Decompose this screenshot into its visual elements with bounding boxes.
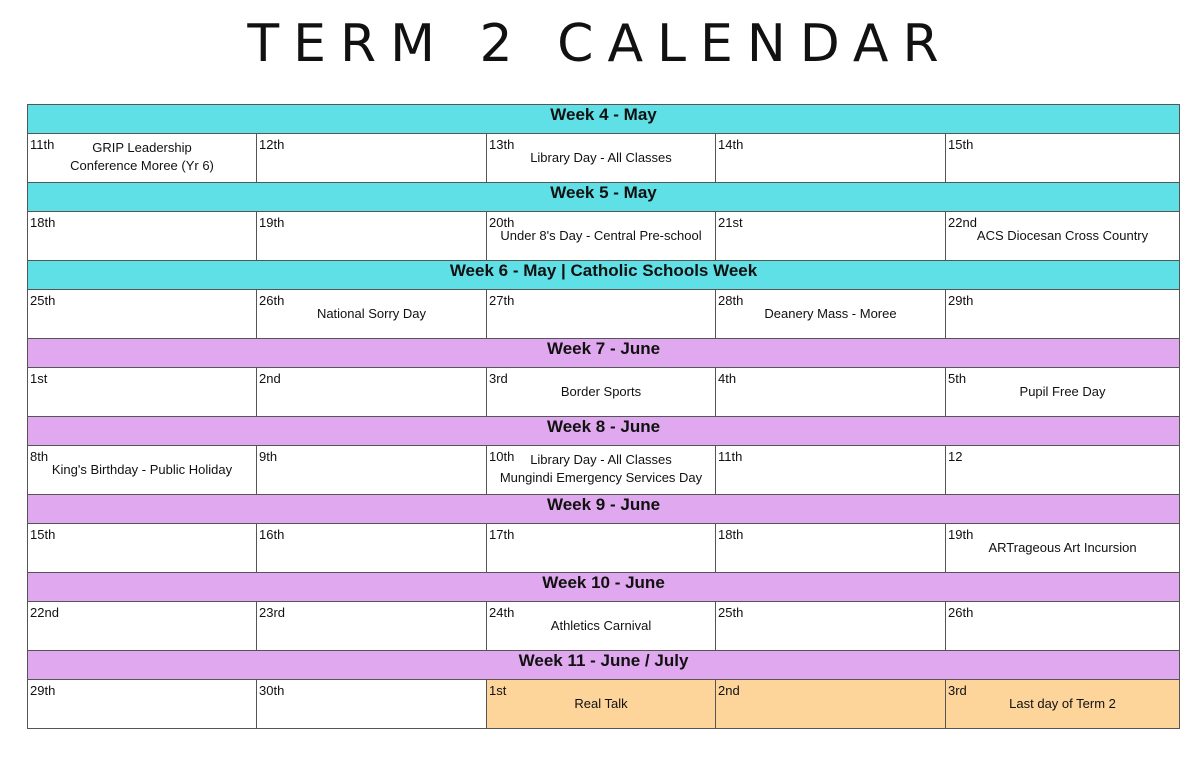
event-text: Under 8's Day - Central Pre-school <box>500 228 702 243</box>
day-number: 18th <box>718 527 744 542</box>
week-header: Week 6 - May | Catholic Schools Week <box>28 261 1180 290</box>
event-text: ACS Diocesan Cross Country <box>976 228 1149 243</box>
day-cell <box>946 602 1180 651</box>
event-text: Real Talk <box>574 696 628 711</box>
week-header: Week 9 - June <box>28 495 1180 524</box>
day-cell <box>716 290 946 339</box>
event-text: Border Sports <box>560 384 642 399</box>
event-text: National Sorry Day <box>316 306 427 321</box>
day-number: 27th <box>489 293 515 308</box>
day-cell <box>487 446 716 495</box>
week-header-row <box>28 261 1180 290</box>
day-number: 1st <box>30 371 48 386</box>
day-number: 11th <box>30 137 55 152</box>
day-cell <box>487 368 716 417</box>
day-cell <box>716 134 946 183</box>
day-cell <box>28 446 257 495</box>
day-number: 17th <box>489 527 515 542</box>
event-text: ARTrageous Art Incursion <box>988 540 1137 555</box>
day-events <box>946 695 1179 713</box>
day-events <box>487 149 715 167</box>
week-header-row <box>28 651 1180 680</box>
day-number: 12 <box>948 449 963 464</box>
day-number: 25th <box>718 605 744 620</box>
day-number: 29th <box>948 293 974 308</box>
week-header: Week 11 - June / July <box>28 651 1180 680</box>
day-number: 29th <box>30 683 56 698</box>
day-cell <box>716 212 946 261</box>
week-header-row <box>28 183 1180 212</box>
day-number: 28th <box>718 293 744 308</box>
week-header-row <box>28 573 1180 602</box>
day-cell <box>946 446 1180 495</box>
event-text: Conference Moree (Yr 6) <box>70 158 214 173</box>
week-header: Week 10 - June <box>28 573 1180 602</box>
term-calendar-table <box>27 104 1180 729</box>
day-cell <box>487 602 716 651</box>
day-number: 19th <box>259 215 285 230</box>
day-events <box>487 695 715 713</box>
day-number: 3rd <box>948 683 967 698</box>
day-number: 9th <box>259 449 278 464</box>
day-number: 20th <box>489 215 515 230</box>
day-number: 5th <box>948 371 967 386</box>
event-text: Last day of Term 2 <box>1009 696 1116 711</box>
day-cell <box>28 368 257 417</box>
day-number: 12th <box>259 137 285 152</box>
day-number: 14th <box>718 137 744 152</box>
page-title: TERM 2 CALENDAR <box>247 14 953 74</box>
day-cell <box>716 446 946 495</box>
day-number: 19th <box>948 527 974 542</box>
day-row <box>28 602 1180 651</box>
day-number: 22nd <box>30 605 59 620</box>
day-cell <box>716 524 946 573</box>
day-number: 25th <box>30 293 56 308</box>
day-cell <box>946 524 1180 573</box>
day-number: 3rd <box>489 371 508 386</box>
day-number: 4th <box>718 371 737 386</box>
day-cell <box>487 212 716 261</box>
day-cell <box>257 290 487 339</box>
day-number: 15th <box>948 137 974 152</box>
day-cell <box>716 602 946 651</box>
day-events <box>487 227 715 245</box>
week-header-row <box>28 105 1180 134</box>
day-cell <box>946 134 1180 183</box>
event-text: Pupil Free Day <box>1019 384 1106 399</box>
week-header: Week 5 - May <box>28 183 1180 212</box>
event-text: Library Day - All Classes <box>530 452 672 467</box>
day-cell <box>257 212 487 261</box>
day-events <box>716 305 945 323</box>
event-text: Mungindi Emergency Services Day <box>499 470 703 485</box>
day-row <box>28 524 1180 573</box>
week-header: Week 8 - June <box>28 417 1180 446</box>
day-row <box>28 680 1180 729</box>
day-cell <box>487 134 716 183</box>
week-header-row <box>28 339 1180 368</box>
event-text: King's Birthday - Public Holiday <box>51 462 233 477</box>
day-number: 24th <box>489 605 515 620</box>
day-cell <box>28 602 257 651</box>
day-cell <box>257 680 487 729</box>
day-number: 2nd <box>718 683 740 698</box>
day-row <box>28 212 1180 261</box>
day-events <box>946 539 1179 557</box>
week-header: Week 7 - June <box>28 339 1180 368</box>
day-cell <box>487 680 716 729</box>
day-number: 1st <box>489 683 507 698</box>
day-cell <box>946 368 1180 417</box>
day-cell <box>257 524 487 573</box>
day-cell <box>28 680 257 729</box>
event-text: GRIP Leadership <box>92 140 192 155</box>
day-cell <box>28 290 257 339</box>
day-events <box>946 383 1179 401</box>
day-number: 8th <box>30 449 49 464</box>
day-cell <box>946 212 1180 261</box>
day-number: 30th <box>259 683 285 698</box>
day-number: 16th <box>259 527 285 542</box>
day-cell <box>257 134 487 183</box>
day-events <box>946 227 1179 245</box>
week-header-row <box>28 417 1180 446</box>
day-events <box>487 451 715 487</box>
day-row <box>28 290 1180 339</box>
day-events <box>487 617 715 635</box>
day-number: 15th <box>30 527 56 542</box>
day-number: 21st <box>718 215 743 230</box>
day-cell <box>716 680 946 729</box>
day-cell <box>28 134 257 183</box>
day-events <box>487 383 715 401</box>
event-text: Library Day - All Classes <box>530 150 672 165</box>
day-number: 26th <box>259 293 285 308</box>
day-cell <box>946 290 1180 339</box>
day-cell <box>487 524 716 573</box>
day-cell <box>257 446 487 495</box>
day-events <box>28 461 256 479</box>
day-row <box>28 446 1180 495</box>
day-cell <box>716 368 946 417</box>
day-cell <box>946 680 1180 729</box>
day-number: 22nd <box>948 215 977 230</box>
day-number: 2nd <box>259 371 281 386</box>
day-number: 26th <box>948 605 974 620</box>
week-header-row <box>28 495 1180 524</box>
day-cell <box>257 368 487 417</box>
week-header: Week 4 - May <box>28 105 1180 134</box>
event-text: Athletics Carnival <box>550 618 652 633</box>
event-text: Deanery Mass - Moree <box>764 306 897 321</box>
day-number: 10th <box>489 449 515 464</box>
day-number: 18th <box>30 215 56 230</box>
day-number: 23rd <box>259 605 286 620</box>
day-cell <box>487 290 716 339</box>
day-row <box>28 368 1180 417</box>
day-cell <box>257 602 487 651</box>
day-cell <box>28 524 257 573</box>
day-events <box>257 305 486 323</box>
day-number: 13th <box>489 137 515 152</box>
day-row <box>28 134 1180 183</box>
day-events <box>28 139 256 175</box>
day-cell <box>28 212 257 261</box>
day-number: 11th <box>718 449 743 464</box>
